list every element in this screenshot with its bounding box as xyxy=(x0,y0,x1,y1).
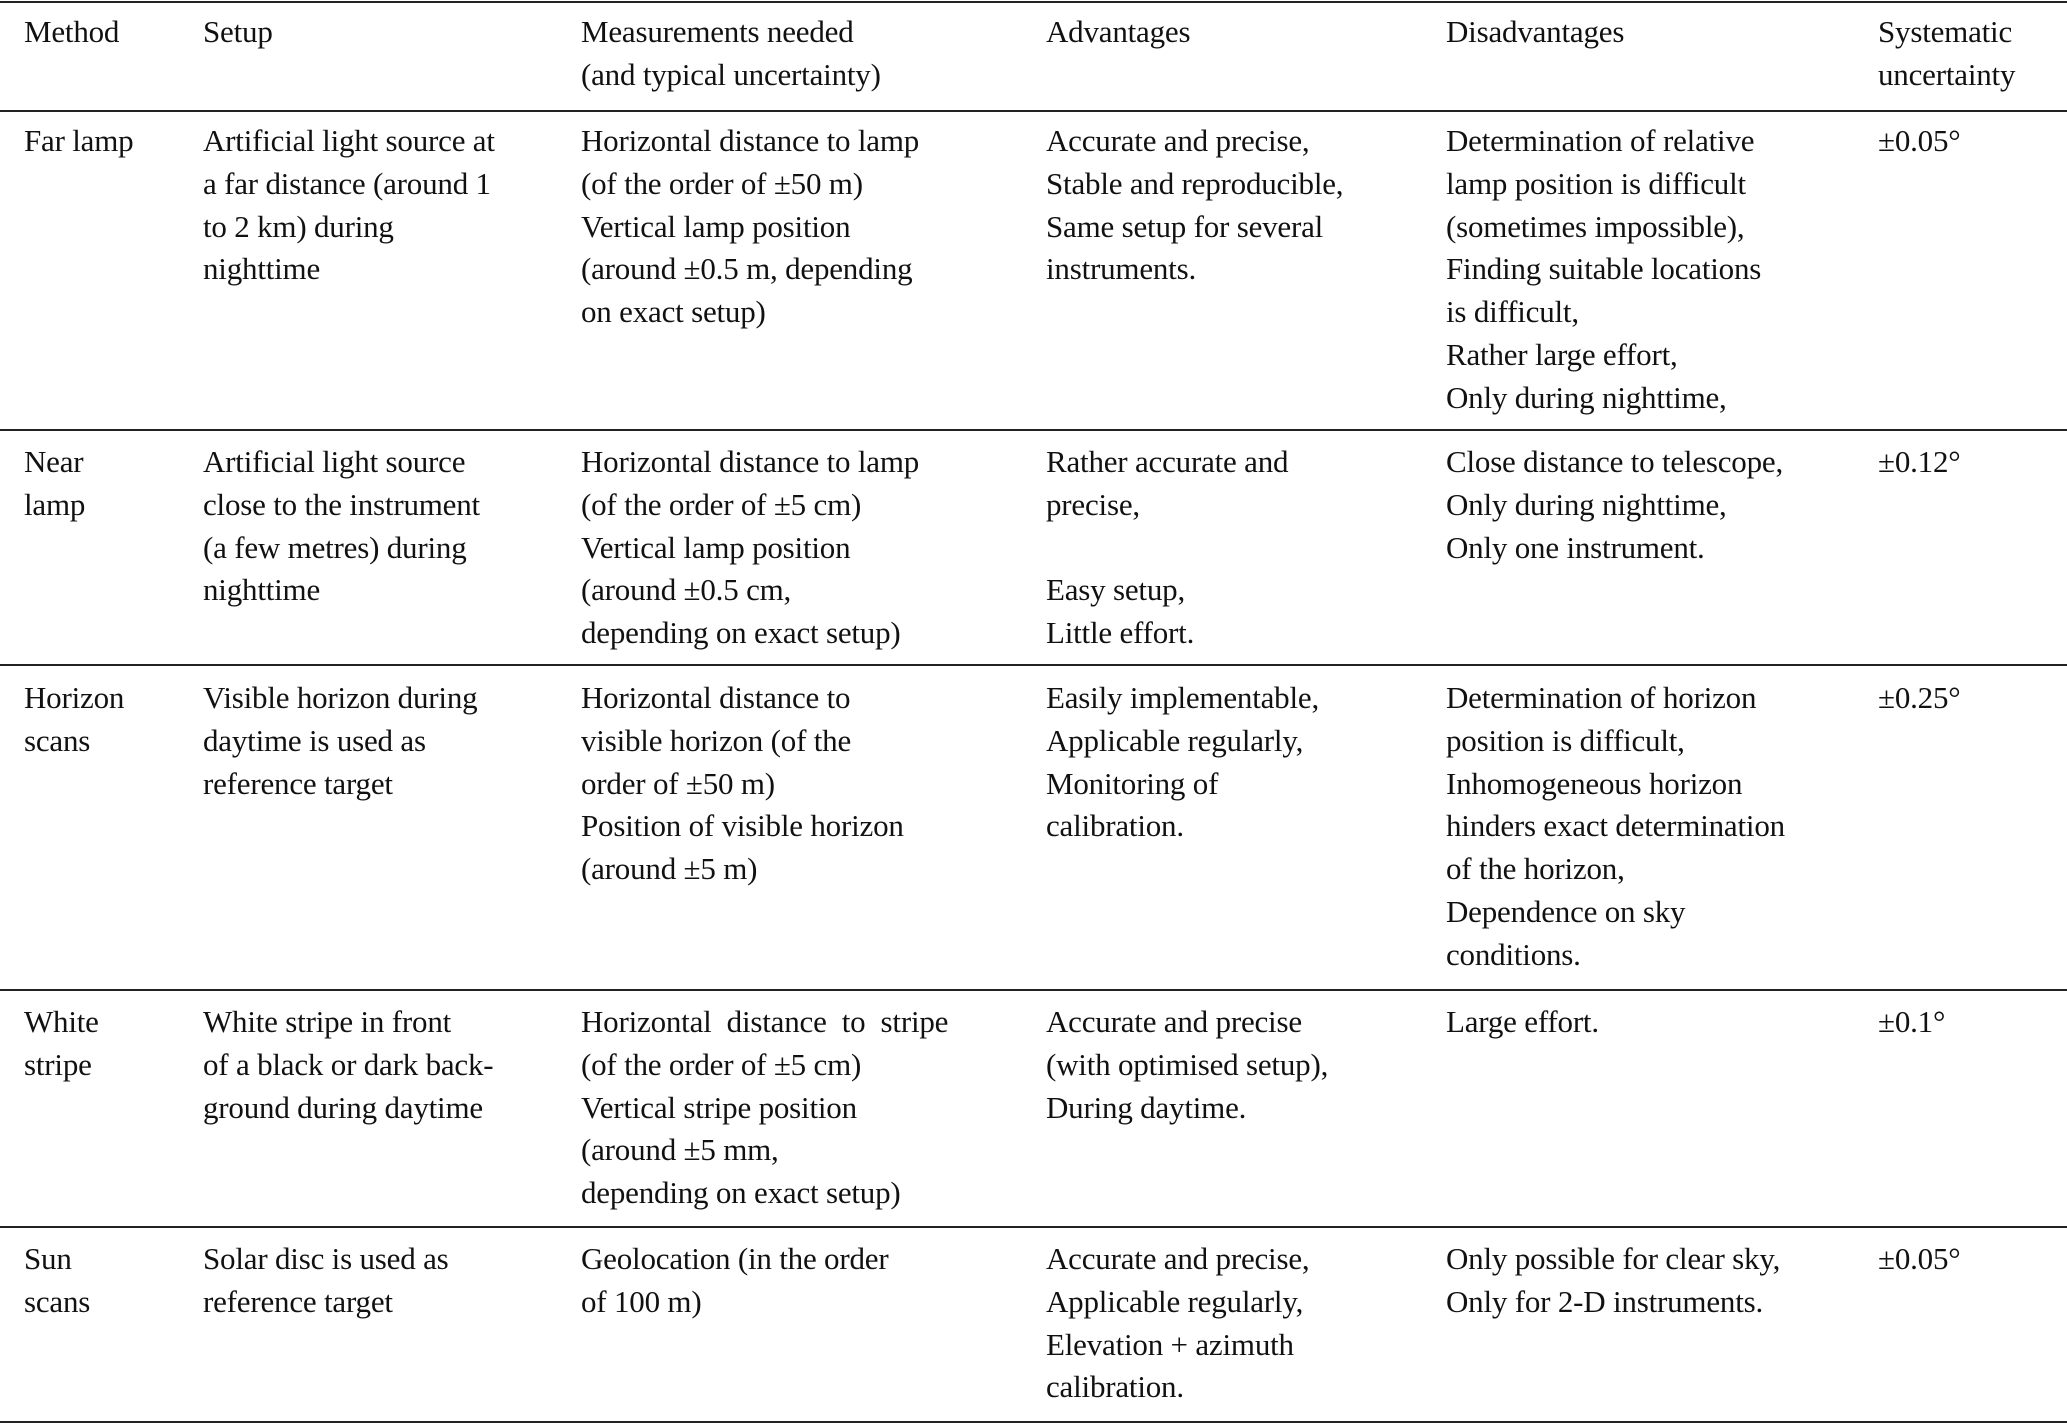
cell-line: Accurate and precise xyxy=(1046,1004,1302,1039)
cell-line: conditions. xyxy=(1446,936,1581,972)
cell-line: Visible horizon during xyxy=(203,680,478,715)
cell-line: (of the order of ±5 cm) xyxy=(581,1046,862,1082)
cell-line: Only for 2-D instruments. xyxy=(1446,1283,1764,1319)
cell-line: ground during daytime xyxy=(203,1089,483,1125)
cell-line: Applicable regularly, xyxy=(1046,1283,1304,1319)
cell-measurements xyxy=(581,441,919,655)
header-measurements xyxy=(581,11,881,97)
cell-method xyxy=(24,441,85,527)
row-divider xyxy=(0,989,2067,991)
cell-line: Geolocation (in the order xyxy=(581,1241,889,1276)
cell-line: Applicable regularly, xyxy=(1046,722,1304,758)
cell-line: Accurate and precise, xyxy=(1046,123,1310,158)
cell-line: position is difficult, xyxy=(1446,722,1685,758)
cell-line: Solar disc is used as xyxy=(203,1241,449,1276)
cell-line: of the horizon, xyxy=(1446,851,1625,887)
cell-disadvantages xyxy=(1446,120,1761,420)
cell-setup xyxy=(203,441,480,612)
cell-line: Artificial light source xyxy=(203,444,466,479)
cell-line: Elevation + azimuth xyxy=(1046,1326,1294,1362)
cell-line: calibration. xyxy=(1046,1369,1184,1405)
cell-setup xyxy=(203,677,477,805)
cell-line: lamp position is difficult xyxy=(1446,165,1746,201)
cell-line: reference target xyxy=(203,1283,393,1319)
cell-uncertainty xyxy=(1878,1238,1960,1281)
cell-line: Vertical stripe position xyxy=(581,1089,857,1125)
cell-line: uncertainty xyxy=(1878,56,2016,92)
cell-line: of 100 m) xyxy=(581,1283,702,1319)
cell-line: ±0.1° xyxy=(1878,1004,1946,1039)
cell-disadvantages xyxy=(1446,441,1783,569)
cell-line: Only during nighttime, xyxy=(1446,486,1727,522)
cell-line: a far distance (around 1 xyxy=(203,165,491,201)
cell-disadvantages xyxy=(1446,1238,1780,1324)
cell-line: Sun xyxy=(24,1241,72,1276)
top-rule xyxy=(0,1,2067,3)
cell-line: (with optimised setup), xyxy=(1046,1046,1329,1082)
row-divider xyxy=(0,1226,2067,1228)
header-disadvantages xyxy=(1446,11,1624,54)
cell-line: (of the order of ±50 m) xyxy=(581,165,863,201)
cell-method xyxy=(24,1001,99,1087)
cell-method xyxy=(24,1238,90,1324)
header-advantages xyxy=(1046,11,1190,54)
cell-line: Dependence on sky xyxy=(1446,893,1686,929)
cell-line: on exact setup) xyxy=(581,294,766,330)
cell-line: ±0.05° xyxy=(1878,123,1961,158)
cell-line: (and typical uncertainty) xyxy=(581,56,881,92)
cell-line: Inhomogeneous horizon xyxy=(1446,765,1743,801)
cell-line: Horizon xyxy=(24,680,125,715)
cell-line: Little effort. xyxy=(1046,615,1195,651)
cell-line: During daytime. xyxy=(1046,1089,1247,1125)
cell-setup xyxy=(203,120,495,291)
cell-line: Horizontal distance to lamp xyxy=(581,123,920,158)
cell-line: Monitoring of xyxy=(1046,765,1219,801)
cell-line: Vertical lamp position xyxy=(581,529,851,565)
cell-line: of a black or dark back- xyxy=(203,1046,494,1082)
cell-line: ±0.25° xyxy=(1878,680,1961,715)
cell-line: Position of visible horizon xyxy=(581,808,904,844)
cell-measurements xyxy=(581,120,919,334)
cell-line: Horizontal distance to stripe xyxy=(581,1004,949,1039)
cell-line: Rather accurate and xyxy=(1046,444,1289,479)
cell-line: reference target xyxy=(203,765,393,801)
cell-advantages xyxy=(1046,120,1343,291)
cell-line: Close distance to telescope, xyxy=(1446,444,1784,479)
cell-line: Finding suitable locations xyxy=(1446,251,1762,287)
header-method xyxy=(24,11,119,54)
cell-line xyxy=(1046,527,1288,570)
cell-line: nighttime xyxy=(203,572,321,608)
cell-line: (a few metres) during xyxy=(203,529,467,565)
cell-line: Vertical lamp position xyxy=(581,208,851,244)
cell-line: Near xyxy=(24,444,84,479)
cell-line: Setup xyxy=(203,14,273,49)
cell-line: Disadvantages xyxy=(1446,14,1625,49)
row-divider xyxy=(0,429,2067,431)
cell-line: Determination of relative xyxy=(1446,123,1755,158)
cell-line: Systematic xyxy=(1878,14,2013,49)
cell-line: (sometimes impossible), xyxy=(1446,208,1745,244)
cell-setup xyxy=(203,1238,449,1324)
cell-line: Rather large effort, xyxy=(1446,336,1678,372)
cell-advantages xyxy=(1046,1001,1328,1129)
cell-line: to 2 km) during xyxy=(203,208,394,244)
cell-line: nighttime xyxy=(203,251,321,287)
cell-line: Artificial light source at xyxy=(203,123,495,158)
cell-disadvantages xyxy=(1446,1001,1599,1044)
cell-line: Easy setup, xyxy=(1046,572,1185,608)
cell-setup xyxy=(203,1001,493,1129)
header-setup xyxy=(203,11,273,54)
cell-line: depending on exact setup) xyxy=(581,615,901,651)
cell-line: ±0.12° xyxy=(1878,444,1961,479)
cell-line: Far lamp xyxy=(24,123,134,158)
cell-line: instruments. xyxy=(1046,251,1197,287)
cell-line: Advantages xyxy=(1046,14,1191,49)
cell-advantages xyxy=(1046,441,1288,655)
cell-uncertainty xyxy=(1878,677,1960,720)
cell-measurements xyxy=(581,1001,948,1215)
cell-line: close to the instrument xyxy=(203,486,480,522)
header-uncertainty xyxy=(1878,11,2015,97)
cell-measurements xyxy=(581,677,904,891)
cell-line: Accurate and precise, xyxy=(1046,1241,1310,1276)
cell-line: (around ±5 mm, xyxy=(581,1132,779,1168)
cell-advantages xyxy=(1046,1238,1309,1409)
cell-line: scans xyxy=(24,722,91,758)
cell-line: Method xyxy=(24,14,120,49)
cell-line: Same setup for several xyxy=(1046,208,1324,244)
cell-line: Only during nighttime, xyxy=(1446,379,1727,415)
cell-measurements xyxy=(581,1238,888,1324)
cell-line: lamp xyxy=(24,486,86,522)
cell-uncertainty xyxy=(1878,120,1960,163)
cell-line: White stripe in front xyxy=(203,1004,452,1039)
cell-line: Horizontal distance to xyxy=(581,680,851,715)
cell-method xyxy=(24,677,124,763)
cell-line: White xyxy=(24,1004,99,1039)
cell-line: Stable and reproducible, xyxy=(1046,165,1344,201)
cell-uncertainty xyxy=(1878,1001,1945,1044)
cell-line: ±0.05° xyxy=(1878,1241,1961,1276)
cell-line: hinders exact determination xyxy=(1446,808,1785,844)
cell-line: scans xyxy=(24,1283,91,1319)
cell-line: (of the order of ±5 cm) xyxy=(581,486,862,522)
cell-uncertainty xyxy=(1878,441,1960,484)
cell-line: visible horizon (of the xyxy=(581,722,852,758)
cell-line: Measurements needed xyxy=(581,14,854,49)
cell-method xyxy=(24,120,133,163)
cell-line: daytime is used as xyxy=(203,722,426,758)
cell-line: depending on exact setup) xyxy=(581,1175,901,1211)
cell-line: Horizontal distance to lamp xyxy=(581,444,920,479)
cell-line: Easily implementable, xyxy=(1046,680,1319,715)
cell-line: precise, xyxy=(1046,486,1140,522)
cell-line: (around ±0.5 m, depending xyxy=(581,251,913,287)
row-divider xyxy=(0,664,2067,666)
cell-line: (around ±5 m) xyxy=(581,851,758,887)
cell-line: is difficult, xyxy=(1446,294,1579,330)
cell-line: order of ±50 m) xyxy=(581,765,775,801)
cell-line: calibration. xyxy=(1046,808,1184,844)
cell-advantages xyxy=(1046,677,1319,848)
cell-line: Only possible for clear sky, xyxy=(1446,1241,1781,1276)
cell-line: Determination of horizon xyxy=(1446,680,1757,715)
cell-disadvantages xyxy=(1446,677,1785,977)
cell-line: Only one instrument. xyxy=(1446,529,1705,565)
cell-line: Large effort. xyxy=(1446,1004,1599,1039)
header-rule xyxy=(0,110,2067,112)
cell-line: stripe xyxy=(24,1046,92,1082)
cell-line: (around ±0.5 cm, xyxy=(581,572,792,608)
bottom-rule xyxy=(0,1421,2067,1423)
